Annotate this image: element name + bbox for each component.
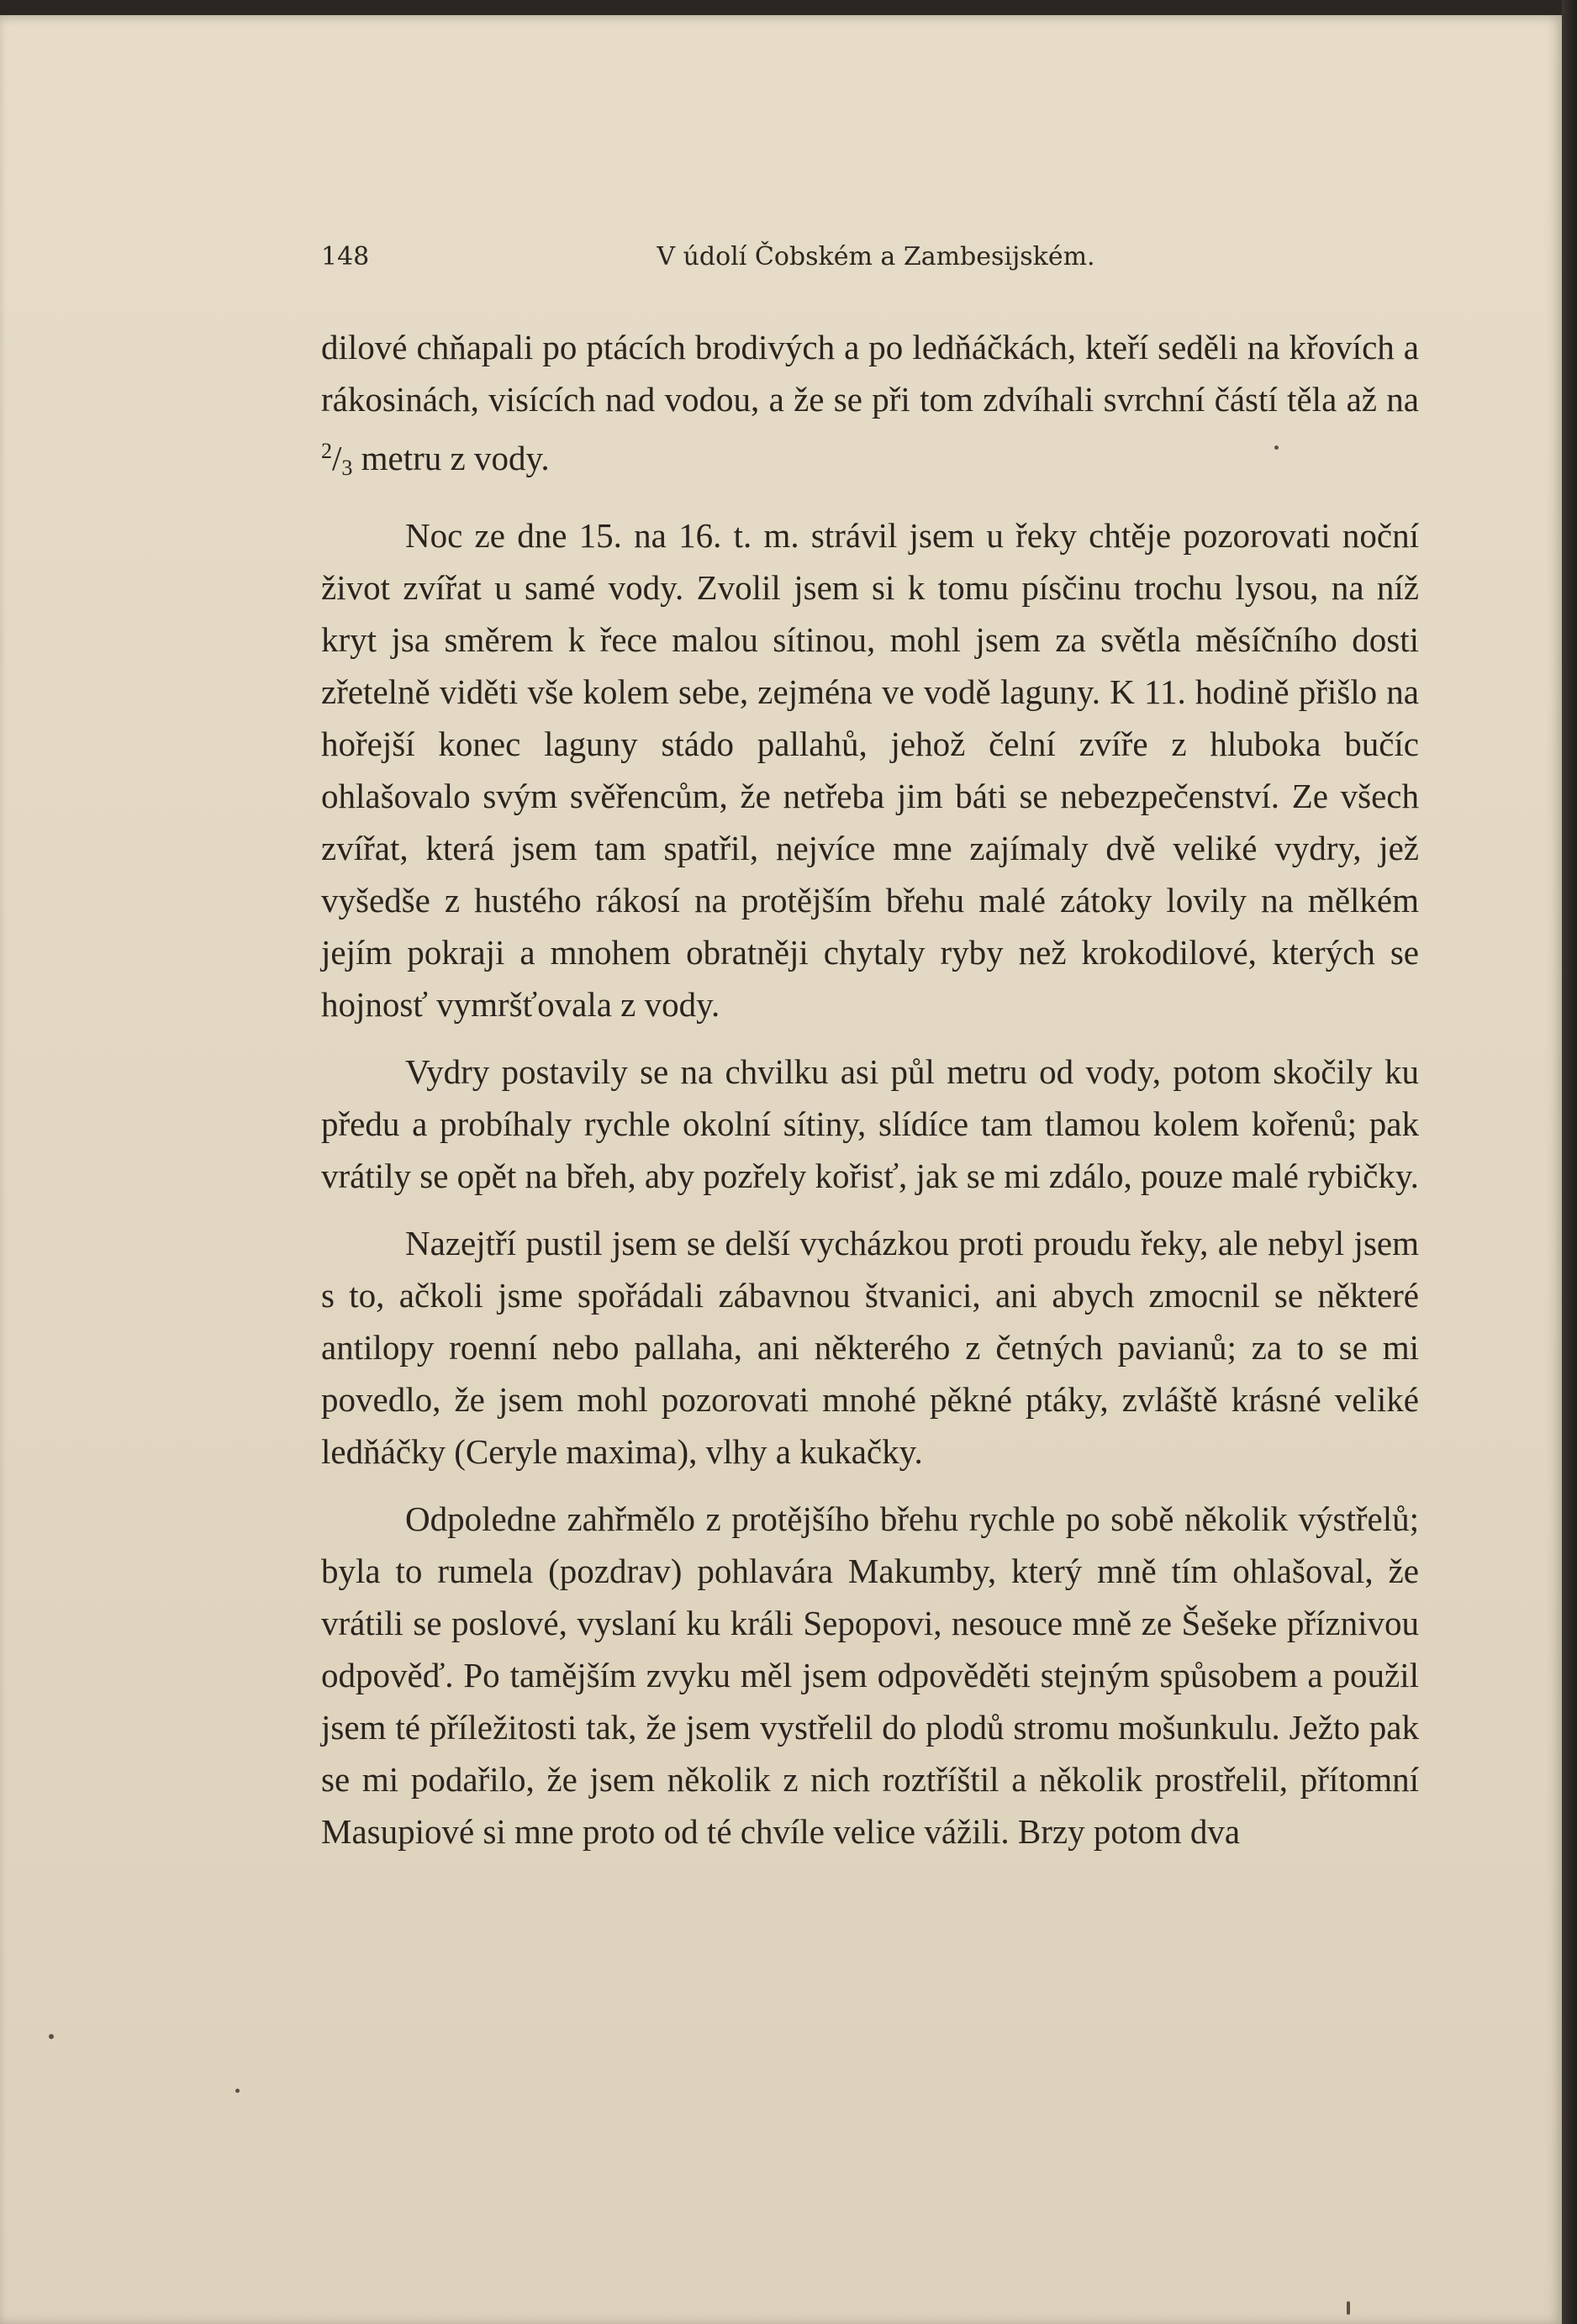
- paragraph-1: [321, 321, 1419, 494]
- paragraph-1-text-b: metru z vody.: [352, 439, 550, 477]
- paragraph-5: Odpoledne zahřmělo z protějšího břehu rychle po sobě několik výstřelů; byla to rumela (pozdrav) pohlavára Makumby, který mně tím ohlašoval, že vrátili se poslové, vyslaní ku králi Sepopovi, nesouce mně ze Šešeke příznivou odpověď. Po tamějším zvyku měl jsem odpověděti stejným spůsobem a použil jsem té příležitosti tak, že jsem vystřelil do plodů stromu mošunkulu. Ježto pak se mi podařilo, že jsem několik z nich roztříštil a několik prostřelil, přítomní Masupiové si mne proto od té chvíle velice vážili. Brzy potom dva: [321, 1499, 1419, 1851]
- ink-speck: [49, 2034, 54, 2039]
- running-title: V údolí Čobském a Zambesijském.: [657, 242, 1095, 271]
- paragraph-4: Nazejtří pustil jsem se delší vycházkou proti proudu řeky, ale nebyl jsem s to, ačkoli jsme spořádali zábavnou štvanici, ani abych zmocnil se některé antilopy roenní nebo pallaha, ani některého z četných pavianů; za to se mi povedlo, že jsem mohl pozorovati mnohé pěkné ptáky, zvláště krásné veliké ledňáčky (Ceryle maxima), vlhy a kukačky.: [321, 1224, 1419, 1471]
- scan-top-edge: [0, 0, 1577, 15]
- paragraph-3: Vydry postavily se na chvilku asi půl metru od vody, potom skočily ku předu a probíhaly rychle okolní sítiny, slídíce tam tlamou kolem kořenů; pak vrátily se opět na břeh, aby pozřely kořisť, jak se mi zdálo, pouze malé rybičky.: [321, 1052, 1419, 1195]
- page-header: [321, 242, 1431, 284]
- body-text: [321, 321, 1419, 1858]
- scan-right-edge: [1562, 0, 1577, 2324]
- paragraph-2: Noc ze dne 15. na 16. t. m. strávil jsem u řeky chtěje pozorovati noční život zvířat u samé vody. Zvolil jsem si k tomu písčinu trochu lysou, na níž kryt jsa směrem k řece malou sítinou, mohl jsem za světla měsíčního dosti zřetelně viděti vše kolem sebe, zejména ve vodě laguny. K 11. hodině přišlo na hořejší konec laguny stádo pallahů, jehož čelní zvíře z hluboka bučíc ohlašovalo svým svěřencům, že netřeba jim báti se nebezpečenství. Ze všech zvířat, která jsem tam spatřil, nejvíce mne zajímaly dvě veliké vydry, jež vyšedše z hustého rákosí na protějším břehu malé zátoky lovily na mělkém jejím pokraji a mnohem obratněji chytaly ryby než krokodilové, kterých se hojnosť vymršťovala z vody.: [321, 516, 1419, 1024]
- fraction-numerator: 2: [321, 439, 332, 463]
- ink-speck: [1347, 2301, 1350, 2315]
- paragraph-1-text-a: dilové chňapali po ptácích brodivých a po ledňáčkách, kteří seděli na křovích a rákosinách, visících nad vodou, a že se při tom zdvíhali svrchní částí těla až na: [321, 328, 1419, 419]
- fraction-denominator: 3: [341, 456, 353, 480]
- ink-speck: [1274, 445, 1279, 450]
- page-number: 148: [321, 242, 370, 271]
- fraction-slash: /: [332, 439, 342, 477]
- fraction-two-thirds: [321, 439, 353, 480]
- ink-speck: [235, 2089, 240, 2093]
